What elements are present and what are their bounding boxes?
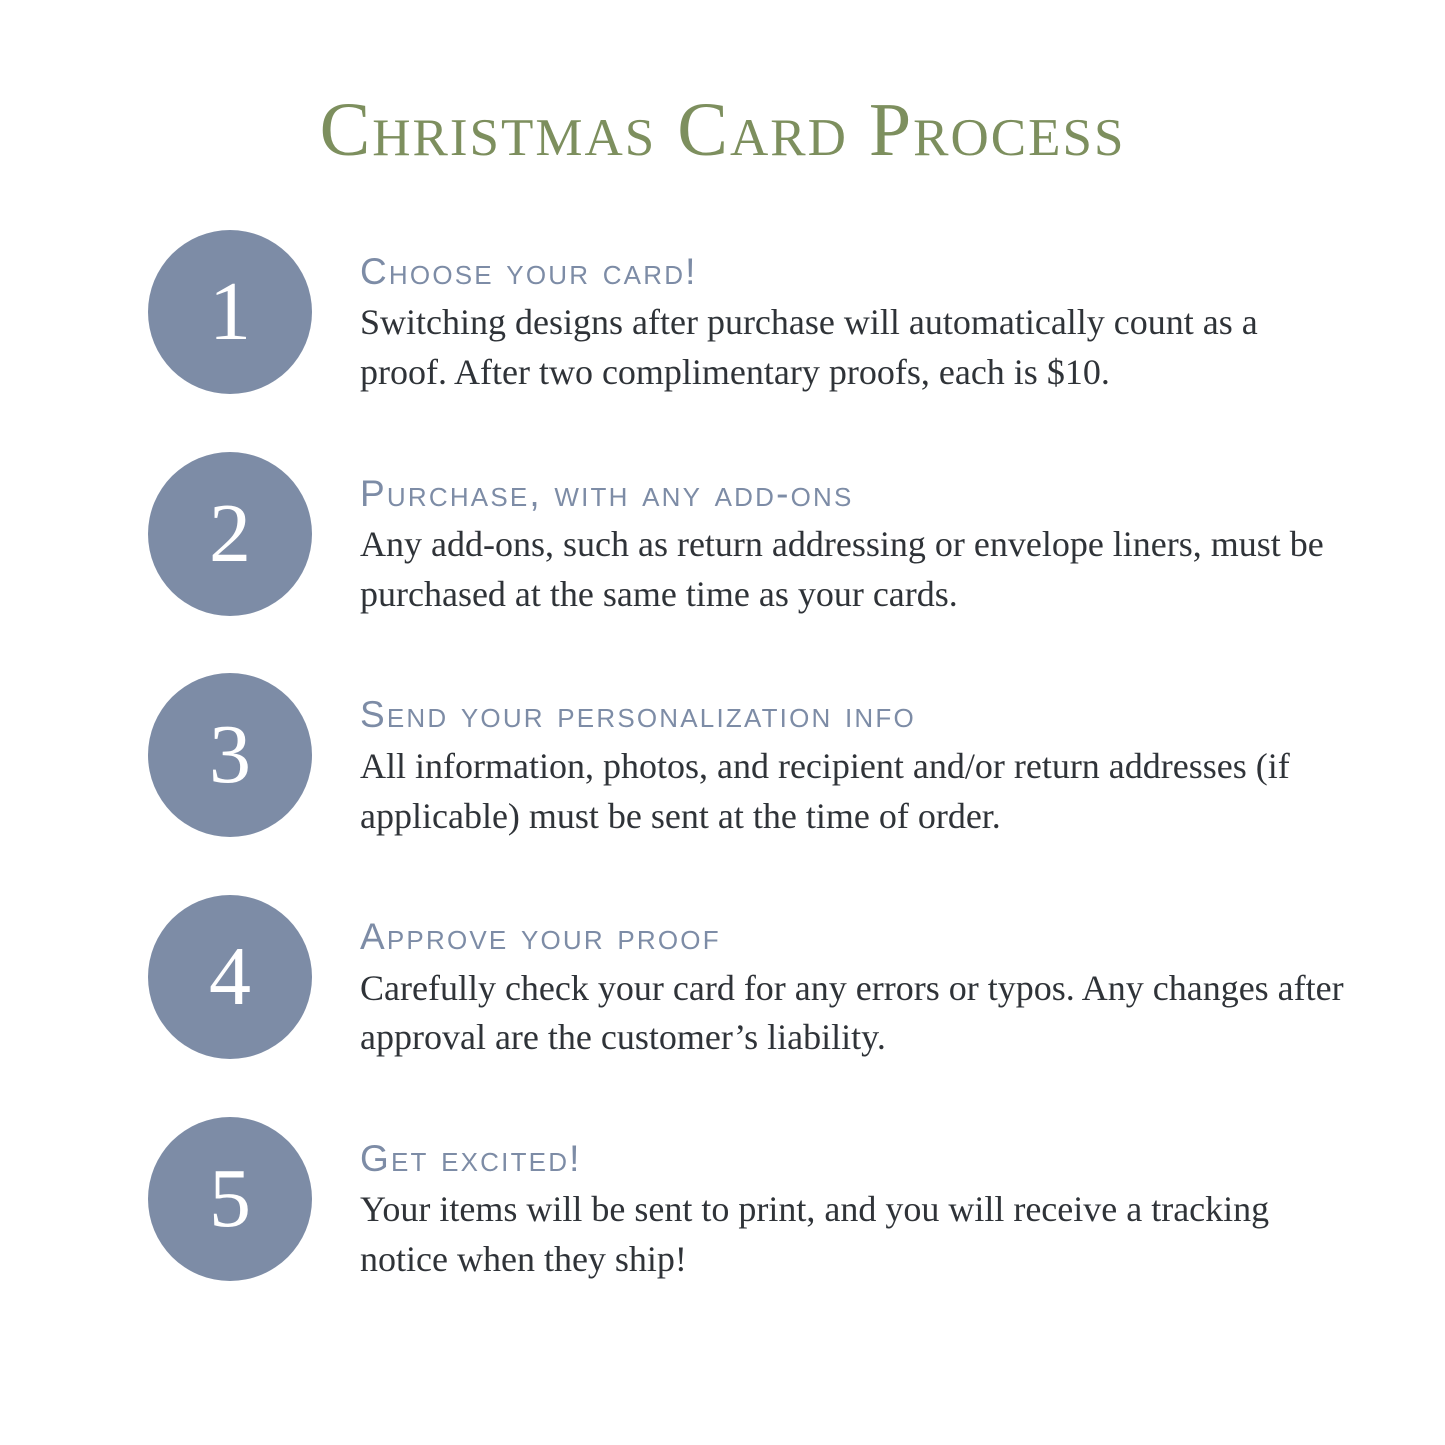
step-description: Any add-ons, such as return addressing or envelope liners, must be purchased at the same time as your cards. — [360, 524, 1324, 614]
list-item — [148, 895, 1345, 1063]
step-description: Carefully check your card for any errors or typos. Any changes after approval are the customer’s liability. — [360, 967, 1344, 1058]
step-heading: get excited! — [360, 1137, 582, 1179]
step-heading: purchase, with any add-ons — [360, 472, 854, 514]
step-heading: choose your card! — [360, 251, 698, 292]
step-number-badge: 2 — [148, 452, 312, 616]
step-number-badge: 5 — [148, 1117, 312, 1281]
step-description: Switching designs after purchase will automatically count as a proof. After two complimentary proofs, each is $10. — [360, 302, 1258, 393]
step-number-badge: 3 — [148, 673, 312, 837]
step-body — [312, 895, 1345, 1063]
step-number-badge: 4 — [148, 895, 312, 1059]
step-body — [312, 1117, 1345, 1285]
step-number-badge: 1 — [148, 230, 312, 394]
step-body — [312, 673, 1345, 841]
steps-list — [0, 230, 1445, 1285]
page-title: Christmas Card Process — [319, 88, 1126, 172]
step-body — [312, 452, 1345, 620]
step-description: All information, photos, and recipient and/or return addresses (if applicable) must be sent at the time of order. — [360, 745, 1290, 836]
list-item — [148, 452, 1345, 620]
step-heading: send your personalization info — [360, 694, 916, 736]
step-heading: approve your proof — [360, 916, 721, 958]
list-item — [148, 1117, 1345, 1285]
list-item — [148, 230, 1345, 398]
list-item — [148, 673, 1345, 841]
step-description: Your items will be sent to print, and you will receive a tracking notice when they ship! — [360, 1189, 1270, 1279]
step-body — [312, 230, 1345, 398]
